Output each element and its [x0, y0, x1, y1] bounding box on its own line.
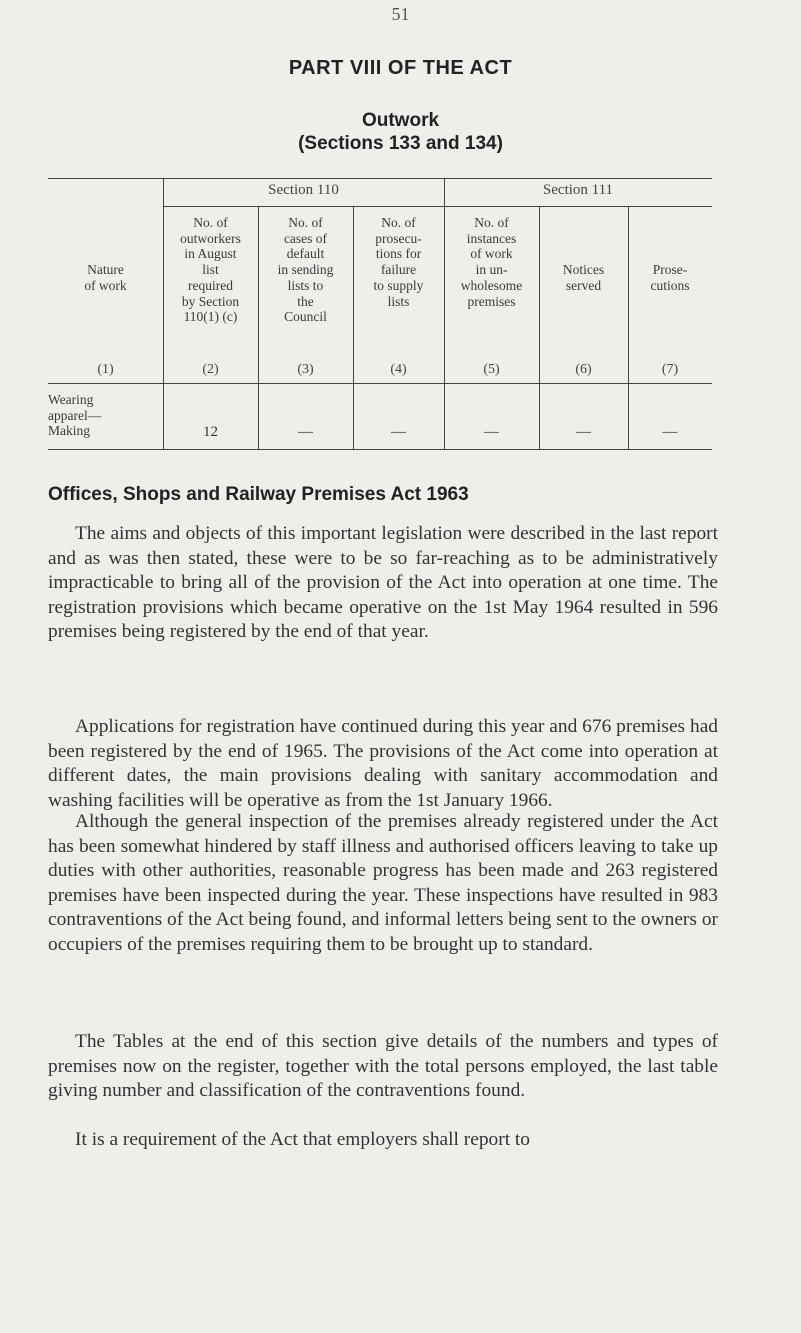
table-top-rule — [48, 178, 712, 179]
col-number-5: (5) — [483, 362, 500, 377]
cell-unwholesome: — — [484, 424, 499, 440]
outwork-heading: Outwork — [361, 110, 440, 131]
cell-default-cases: — — [298, 424, 313, 440]
col-header-nature-of-work: Nature of work — [84, 262, 127, 293]
col-header-unwholesome: No. of instances of work in un- wholesome premises — [460, 215, 523, 309]
col-header-notices: Notices served — [562, 262, 605, 293]
paragraph-tables: The Tables at the end of this section give details of the numbers and types of premises now on the register, together with the total persons employed, the last table giving number and classification of the contraventions found. — [48, 1031, 718, 1101]
col-header-prosecutions: Prose- cutions — [650, 262, 690, 293]
col-header-prosecutions-failure: No. of prosecu- tions for failure to supply lists — [373, 215, 424, 309]
offices-act-heading: Offices, Shops and Railway Premises Act 1963 — [48, 484, 469, 505]
paragraph-inspection: Although the general inspection of the premises already registered under the Act has been somewhat hindered by staff illness and authorised officers leaving to take up duties with other authorities, reasonable progress has been made and 263 registered premises have been inspected during the year. These inspections have resulted in 983 contraventions of the Act being found, and informal letters being sent to the owners or occupiers of the premises requiring them to be brought up to standard. — [48, 811, 718, 955]
paragraph-aims: The aims and objects of this important legislation were described in the last report and as was then stated, these were to be so far-reaching as to be administratively impracticable to bring all of the provision of the Act into operation at one time. The registration provisions which became operative on the 1st May 1964 resulted in 596 premises being registered by the end of that year. — [48, 523, 718, 642]
page-number: 51 — [391, 4, 410, 24]
cell-notices: — — [576, 424, 591, 440]
paragraph-requirement: It is a requirement of the Act that employers shall report to — [75, 1129, 531, 1150]
table-bottom-rule — [48, 449, 712, 450]
col-number-2: (2) — [202, 362, 219, 377]
col-number-7: (7) — [661, 362, 679, 377]
col-header-outworkers: No. of outworkers in August list required by Section 110(1) (c) — [180, 215, 241, 325]
col-number-3: (3) — [297, 362, 314, 377]
group-section-111: Section 111 — [542, 182, 614, 198]
col-number-1: (1) — [97, 362, 114, 377]
row-label-wearing-apparel: Wearing apparel— Making — [48, 392, 102, 439]
header-bottom-rule — [48, 383, 712, 384]
cell-outworkers: 12 — [203, 424, 218, 440]
cell-prosecutions: — — [662, 424, 678, 440]
col-number-4: (4) — [390, 362, 407, 377]
section-group-rule — [163, 206, 712, 207]
outwork-table — [48, 178, 712, 450]
sections-heading: (Sections 133 and 134) — [298, 133, 503, 154]
part-heading: PART VIII OF THE ACT — [288, 57, 513, 79]
group-section-110: Section 110 — [268, 182, 339, 198]
paragraph-applications: Applications for registration have continued during this year and 676 premises had been registered by the end of 1965. The provisions of the Act come into operation at different dates, the main provisions dealing with sanitary accommodation and washing facilities will be operative as from the 1st January 1966. — [48, 716, 718, 811]
cell-prosecutions-failure: — — [391, 424, 406, 440]
col-divider-5 — [539, 206, 540, 449]
col-divider-6 — [628, 206, 629, 449]
col-number-6: (6) — [575, 362, 592, 377]
col-header-default-cases: No. of cases of default in sending lists to the Council — [277, 215, 334, 325]
